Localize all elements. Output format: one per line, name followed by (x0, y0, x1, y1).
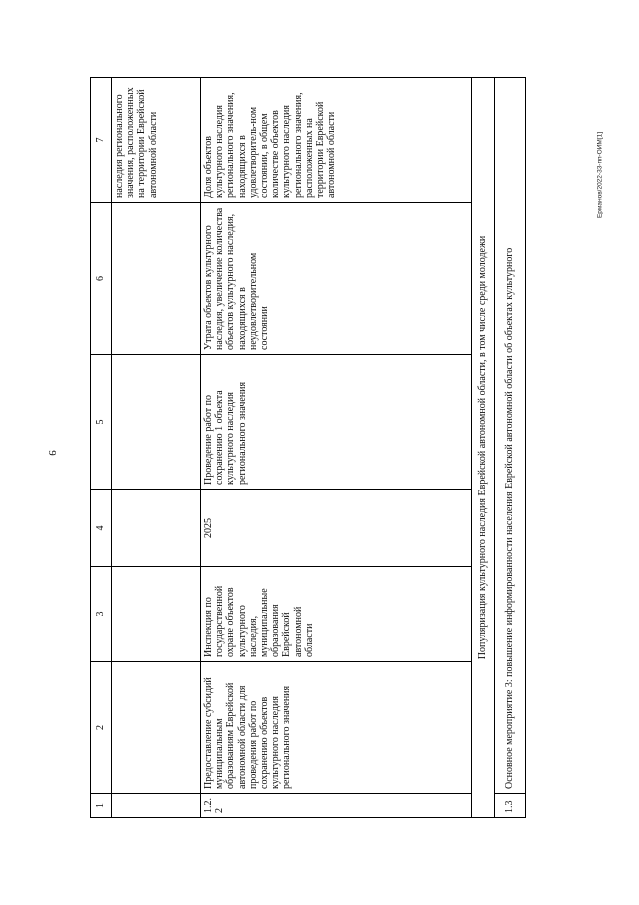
table-section-row (472, 78, 495, 818)
events-table (90, 77, 526, 818)
table-cell (112, 490, 201, 567)
row-number-cell: 1.2.2 (201, 794, 472, 818)
table-row-1-3 (495, 78, 526, 818)
main-event-cell: Основное мероприятие 3: повышение информированности населения Еврейской автономной области об объектах культурного (495, 78, 526, 794)
row-number-cell: 1.3 (495, 794, 526, 818)
rotated-table-container (90, 78, 566, 818)
table-cell (112, 203, 201, 355)
consequences-cell: Утрата объектов культурного наследия, увеличение количества объектов культурного наследия, находящихся в неудовлетворительном состоянии (201, 203, 472, 355)
table-cell (112, 662, 201, 794)
table-header-row (91, 78, 112, 818)
table-row-1-2-2 (201, 78, 472, 818)
event-name-cell: Предоставление субсидий муниципальным образованиям Еврейской автономной области для проведения работ по сохранению объектов культурного наследия регионального значения (201, 662, 472, 794)
header-cell: 5 (91, 355, 112, 490)
page-number: 9 (46, 450, 58, 456)
table-cell (112, 355, 201, 490)
table-cell (112, 794, 201, 818)
header-cell: 1 (91, 794, 112, 818)
year-cell: 2025 (201, 490, 472, 567)
document-footer-code: Ерманов/2022-33-пп-ОИМ[1] (596, 131, 604, 219)
expected-result-cell: Проведение работ по сохранению 1 объекта культурного наследия регионального значения (201, 355, 472, 490)
table-row-continuation (112, 78, 201, 818)
table-cell: наследия регионального значения, расположенных на территории Еврейской автономной области (112, 78, 201, 203)
section-title-cell: Популяризация культурного наследия Еврейской автономной области, в том числе среди молодежи (472, 78, 495, 818)
table-cell (112, 567, 201, 662)
header-cell: 4 (91, 490, 112, 567)
header-cell: 6 (91, 203, 112, 355)
header-cell: 7 (91, 78, 112, 203)
indicator-link-cell: Доля объектов культурного наследия регионального значения, находящихся в удовлетворитель-ном состоянии, в общем количестве объектов культурного наследия регионального значения, расположенных на территории Еврейской автономной области (201, 78, 472, 203)
responsible-cell: Инспекция по государственной охране объектов культурного наследия, муниципальные образования Еврейской автономной области (201, 567, 472, 662)
header-cell: 3 (91, 567, 112, 662)
header-cell: 2 (91, 662, 112, 794)
